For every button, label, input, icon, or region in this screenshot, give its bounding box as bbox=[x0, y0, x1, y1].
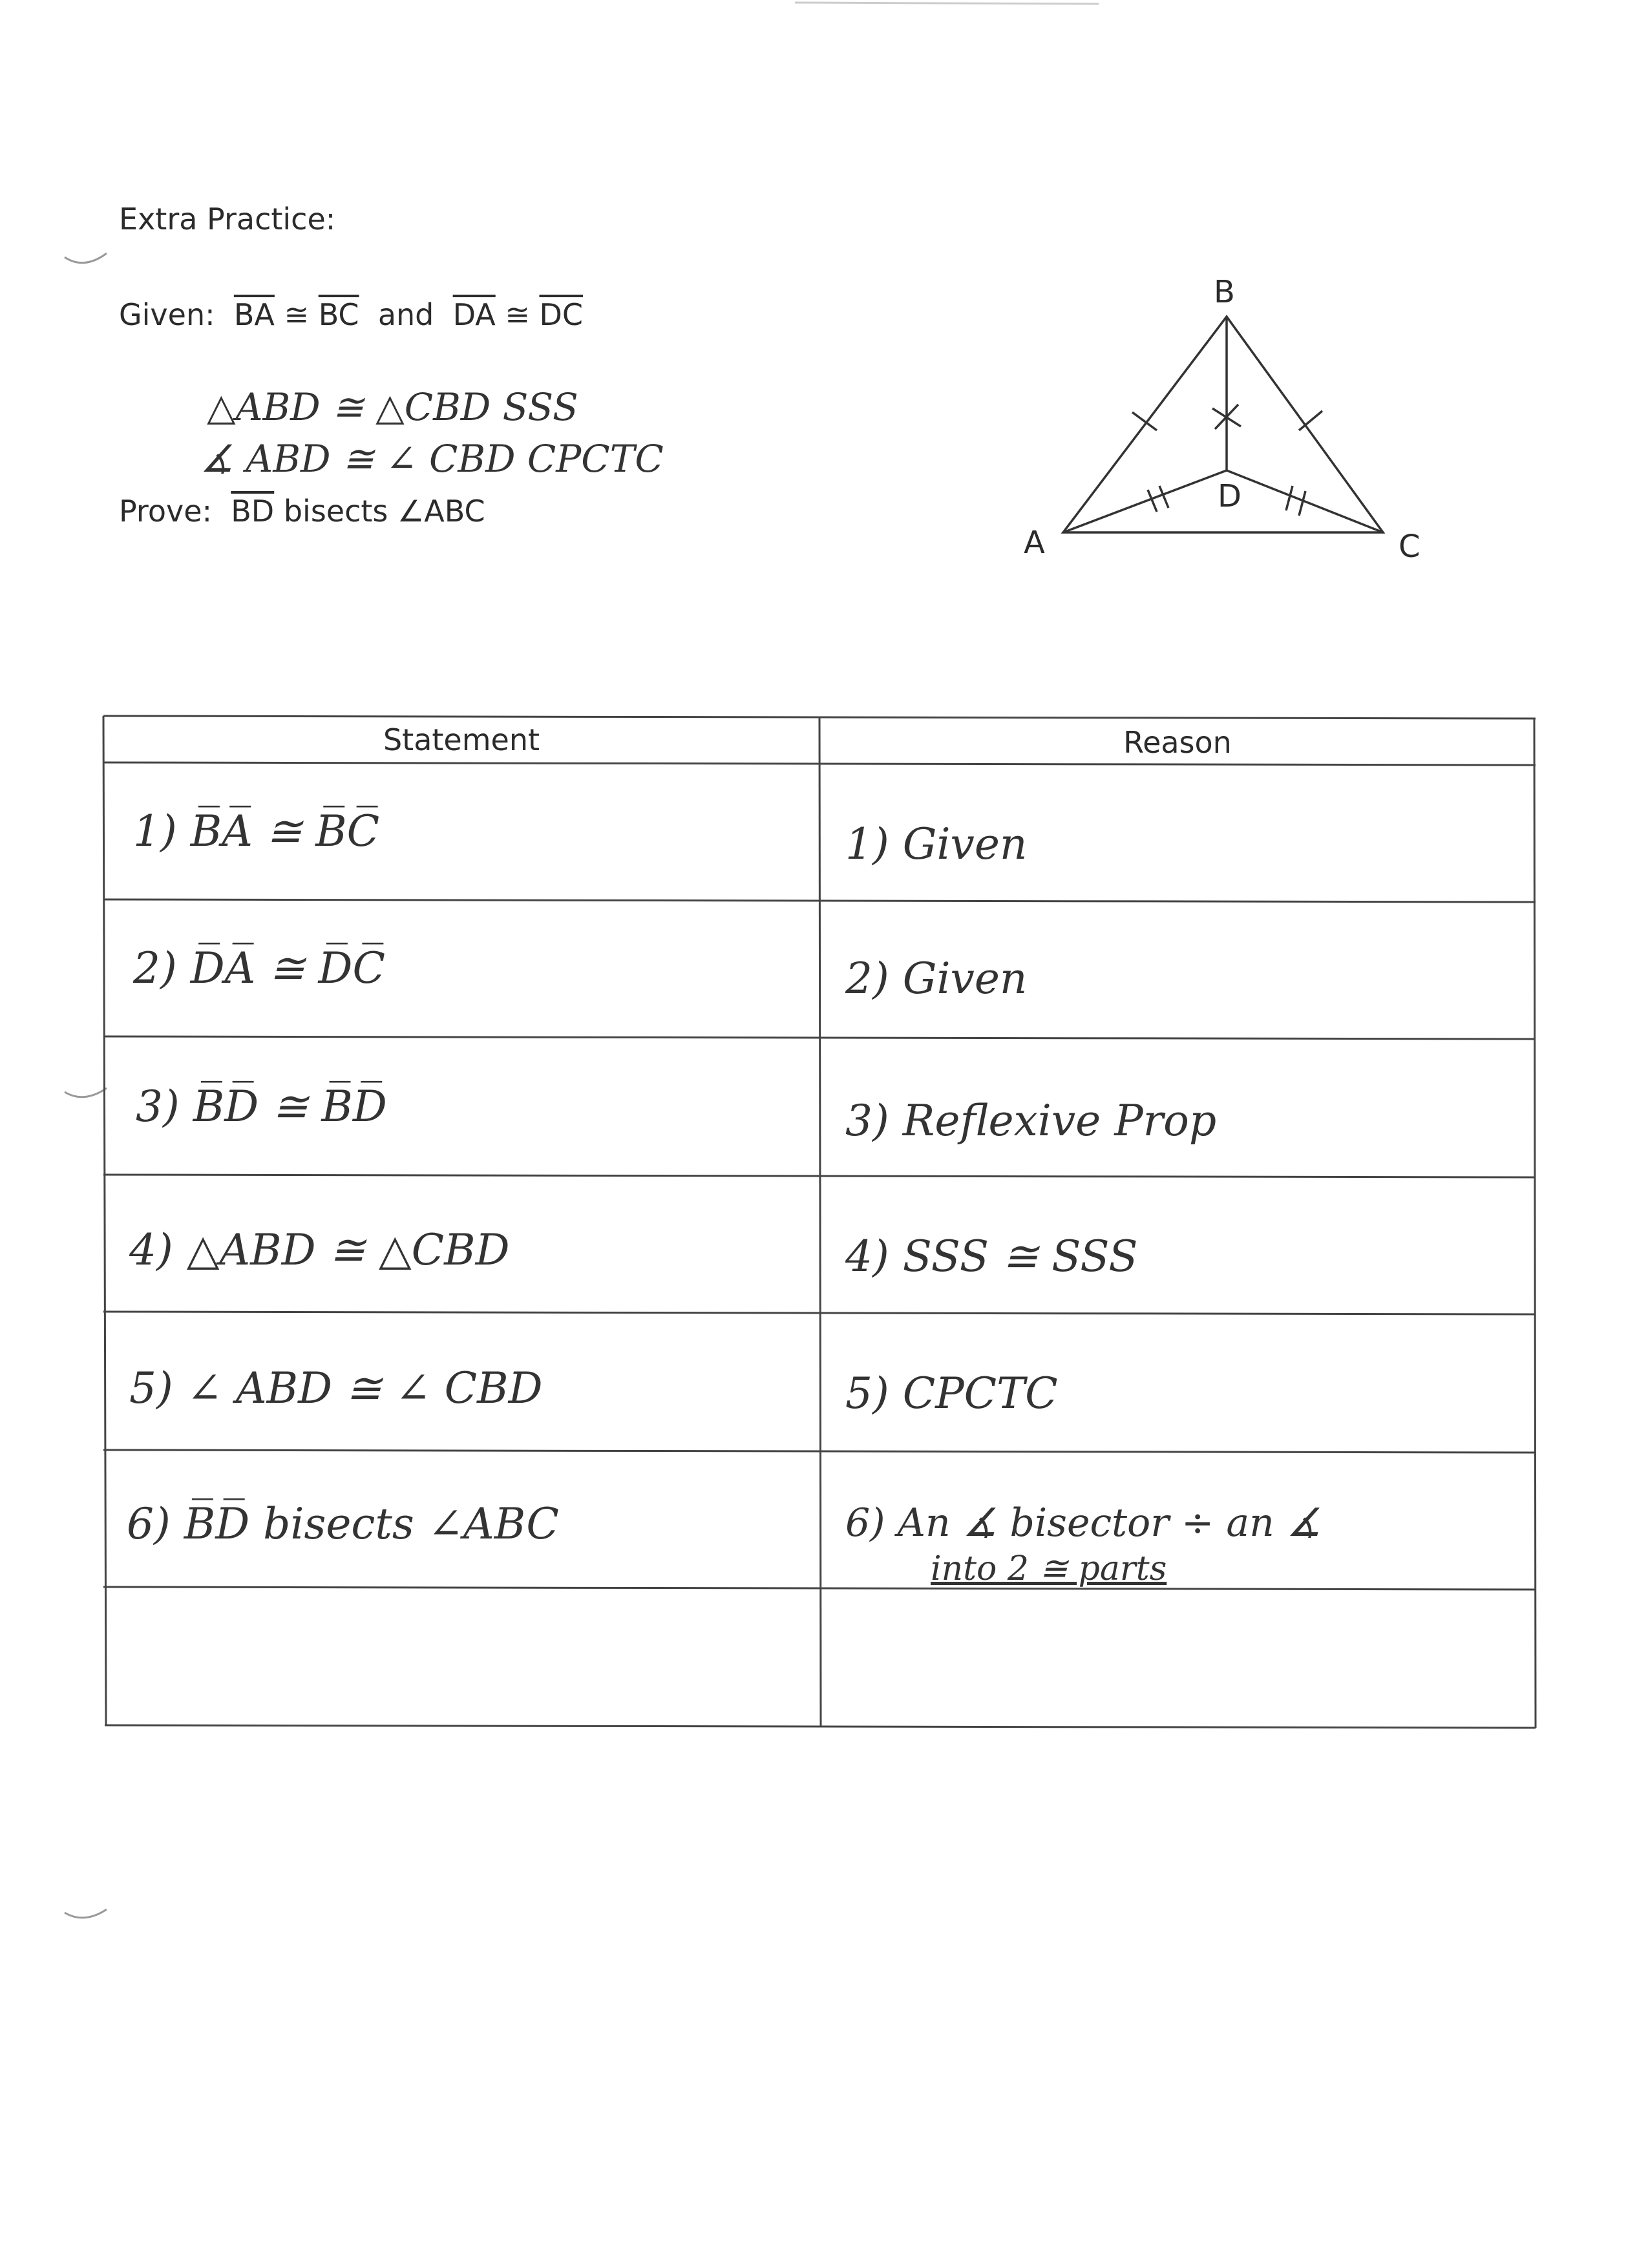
reason-cell: 3) Reflexive Prop bbox=[845, 1096, 1217, 1146]
reason-cell: 2) Given bbox=[845, 954, 1028, 1003]
binder-hole-mark bbox=[65, 1088, 107, 1097]
prove-label: Prove: bbox=[119, 494, 212, 529]
given-segment-da: $\overline{DA}$ bbox=[452, 297, 496, 332]
handwritten-note-2: ∡ ABD ≅ ∠ CBD CPCTC bbox=[200, 437, 664, 481]
statement-cell: 6) B̅D̅ bisects ∠ABC bbox=[127, 1499, 559, 1549]
given-label: Given: bbox=[119, 297, 215, 332]
congruent-symbol: ≅ bbox=[505, 297, 530, 332]
double-tick-dc-1 bbox=[1286, 486, 1293, 510]
binder-hole-mark bbox=[65, 1909, 107, 1918]
page-title: Extra Practice: bbox=[119, 202, 336, 236]
vertex-label-d: D bbox=[1218, 478, 1241, 514]
statement-cell: 1) B̅A̅ ≅ B̅C̅ bbox=[133, 806, 380, 856]
statement-cell: 2) D̅A̅ ≅ D̅C̅ bbox=[133, 943, 385, 993]
given-and: and bbox=[377, 297, 434, 332]
reason-cell-continuation: into 2 ≅ parts bbox=[931, 1549, 1167, 1588]
prove-segment-bd: $\overline{BD}$ bbox=[231, 494, 275, 529]
prove-line bbox=[119, 494, 485, 529]
reason-cell: 6) An ∡ bisector ÷ an ∡ bbox=[845, 1500, 1322, 1546]
given-line bbox=[119, 297, 583, 332]
double-tick-ad-2 bbox=[1159, 486, 1168, 508]
vertex-label-a: A bbox=[1024, 525, 1045, 561]
double-tick-dc-2 bbox=[1299, 491, 1305, 516]
statement-cell: 3) B̅D̅ ≅ B̅D̅ bbox=[136, 1082, 387, 1131]
prove-text: bisects ∠ABC bbox=[283, 494, 485, 529]
statement-cell: 4) △ABD ≅ △CBD bbox=[129, 1225, 510, 1275]
vertex-label-c: C bbox=[1399, 529, 1421, 565]
given-segment-dc: $\overline{DC}$ bbox=[539, 297, 584, 332]
reason-cell: 5) CPCTC bbox=[845, 1369, 1058, 1418]
binder-hole-mark bbox=[65, 253, 107, 263]
given-segment-bc: $\overline{BC}$ bbox=[318, 297, 359, 332]
reason-cell: 4) SSS ≅ SSS bbox=[845, 1232, 1138, 1281]
statement-cell: 5) ∠ ABD ≅ ∠ CBD bbox=[129, 1363, 543, 1413]
statement-header: Statement bbox=[383, 722, 540, 757]
congruent-symbol: ≅ bbox=[284, 297, 310, 332]
given-segment-ba: $\overline{BA}$ bbox=[233, 297, 275, 332]
reason-header: Reason bbox=[1123, 725, 1232, 760]
proof-table-grid bbox=[103, 716, 1536, 1728]
handwritten-note-1: △ABD ≅ △CBD SSS bbox=[207, 385, 578, 429]
vertex-label-b: B bbox=[1214, 274, 1235, 310]
scan-smudge bbox=[795, 3, 1099, 4]
reason-cell: 1) Given bbox=[845, 819, 1028, 869]
